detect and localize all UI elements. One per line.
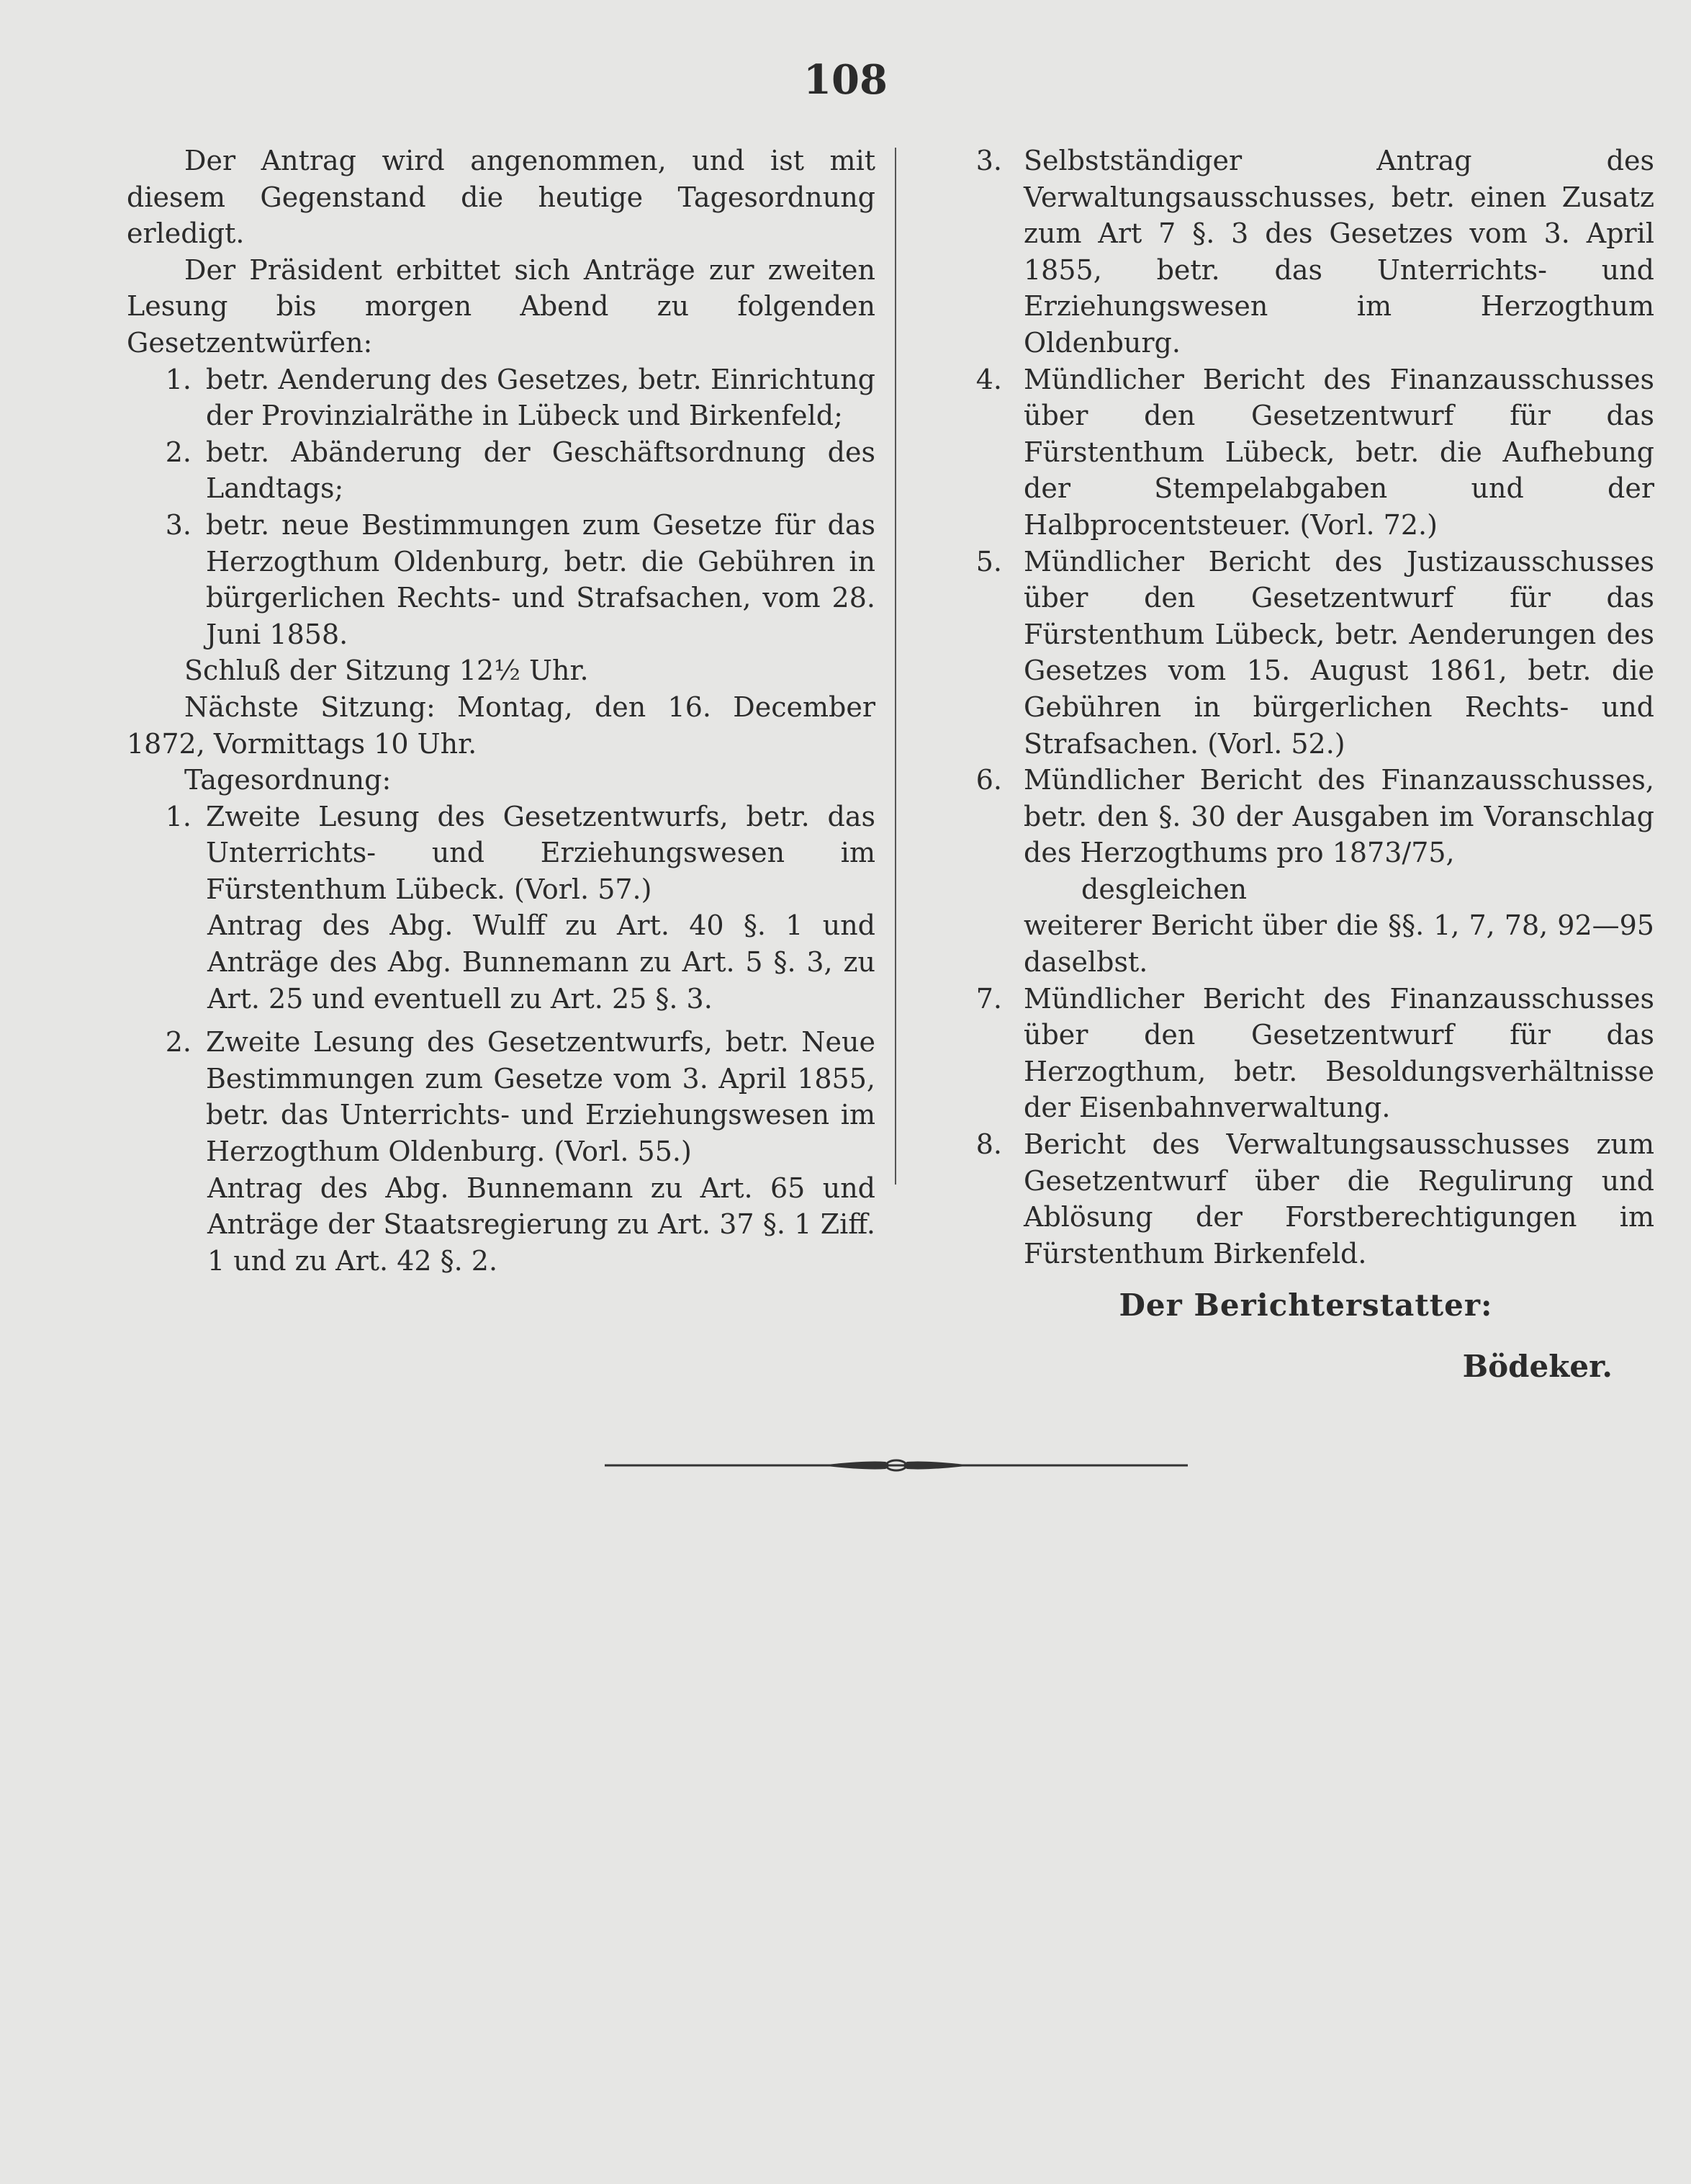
agenda-item — [957, 1126, 1654, 1272]
column-divider — [895, 148, 896, 1185]
agenda-sub-note: Antrag des Abg. Bunnemann zu Art. 65 und Anträge der Staatsregierung zu Art. 37 §. 1 Ziff. 1 und zu Art. 42 §. 2. — [207, 1172, 875, 1277]
agenda-sub-note: Antrag des Abg. Wulff zu Art. 40 §. 1 und Anträge des Abg. Bunnemann zu Art. 5 §. 3, zu Art. 25 und eventuell zu Art. 25 §. 3. — [207, 909, 875, 1015]
agenda-item — [957, 981, 1654, 1126]
item-number: 7. — [975, 982, 1002, 1015]
list-item — [127, 507, 875, 652]
next-session: Nächste Sitzung: Montag, den 16. December 1872, Vormittags 10 Uhr. — [127, 691, 875, 760]
agenda-item — [957, 762, 1654, 871]
item-number: 1. — [165, 363, 191, 395]
page-number: 108 — [803, 56, 888, 104]
item-text: Zweite Lesung des Gesetzentwurfs, betr. Neue Bestimmungen zum Gesetze vom 3. April 1855, betr. das Unterrichts- und Erziehungswesen im Herzogthum Oldenburg. (Vorl. 55.) — [206, 1026, 875, 1168]
item-number: 2. — [165, 1026, 191, 1059]
item-number: 4. — [975, 363, 1002, 395]
right-column — [957, 143, 1654, 1385]
item-number: 5. — [975, 545, 1002, 578]
agenda-item — [957, 143, 1654, 361]
agenda-continuation: weiterer Bericht über die §§. 1, 7, 78, 92—95 daselbst. — [1024, 909, 1654, 979]
paragraph: Der Antrag wird angenommen, und ist mit diesem Gegenstand die heutige Tagesordnung erledigt. — [127, 145, 875, 250]
item-number: 3. — [975, 145, 1002, 176]
agenda-item — [127, 799, 875, 908]
item-number: 2. — [165, 436, 191, 468]
reporter-name: Bödeker. — [1462, 1349, 1613, 1384]
item-text: Mündlicher Bericht des Finanzausschusses über den Gesetzentwurf für das Fürstenthum Lübeck, betr. die Aufhebung der Stempelabgaben und der Halbprocentsteuer. (Vorl. 72.) — [1024, 363, 1654, 541]
paragraph: Der Präsident erbittet sich Anträge zur zweiten Lesung bis morgen Abend zu folgenden Gesetzentwürfen: — [127, 253, 875, 359]
item-text: Mündlicher Bericht des Finanzausschusses, betr. den §. 30 der Ausgaben im Voranschlag des Herzogthums pro 1873/75, — [1024, 764, 1654, 869]
ornament-divider-icon — [605, 1455, 1188, 1476]
reporter-label: Der Berichterstatter: — [1119, 1288, 1493, 1324]
item-text: Bericht des Verwaltungsausschusses zum Gesetzentwurf über die Regulirung und Ablösung der Forstberechtigungen im Fürstenthum Birkenfeld. — [1024, 1128, 1654, 1269]
left-column — [127, 143, 875, 1279]
item-text: betr. neue Bestimmungen zum Gesetze für das Herzogthum Oldenburg, betr. die Gebühren in bürgerlichen Rechts- und Strafsachen, vom 28. Juni 1858. — [206, 508, 875, 650]
agenda-item — [127, 1024, 875, 1169]
item-number: 6. — [975, 764, 1002, 796]
agenda-item — [957, 361, 1654, 544]
agenda-label: Tagesordnung: — [184, 764, 392, 796]
list-item — [127, 361, 875, 434]
list-item — [127, 434, 875, 507]
item-number: 1. — [165, 800, 191, 832]
item-text: betr. Aenderung des Gesetzes, betr. Einrichtung der Provinzialräthe in Lübeck und Birkenfeld; — [206, 363, 875, 432]
item-text: Selbstständiger Antrag des Verwaltungsausschusses, betr. einen Zusatz zum Art 7 §. 3 des Gesetzes vom 3. April 1855, betr. das Unterrichts- und Erziehungswesen im Herzogthum Oldenburg. — [1024, 145, 1654, 359]
agenda-item — [957, 544, 1654, 763]
session-closing: Schluß der Sitzung 12½ Uhr. — [184, 655, 589, 687]
item-text: Mündlicher Bericht des Finanzausschusses über den Gesetzentwurf für das Herzogthum, betr. Besoldungsverhältnisse der Eisenbahnverwaltung. — [1024, 982, 1654, 1124]
item-number: 3. — [165, 508, 191, 541]
agenda-sub-note: desgleichen — [1081, 873, 1248, 905]
item-text: Zweite Lesung des Gesetzentwurfs, betr. das Unterrichts- und Erziehungswesen im Fürstenthum Lübeck. (Vorl. 57.) — [206, 800, 875, 905]
item-text: betr. Abänderung der Geschäftsordnung des Landtags; — [206, 436, 875, 505]
item-text: Mündlicher Bericht des Justizausschusses über den Gesetzentwurf für das Fürstenthum Lübeck, betr. Aenderungen des Gesetzes vom 15. August 1861, betr. die Gebühren in bürgerlichen Rechts- und Strafsachen. (Vorl. 52.) — [1024, 545, 1654, 760]
item-number: 8. — [975, 1128, 1002, 1161]
